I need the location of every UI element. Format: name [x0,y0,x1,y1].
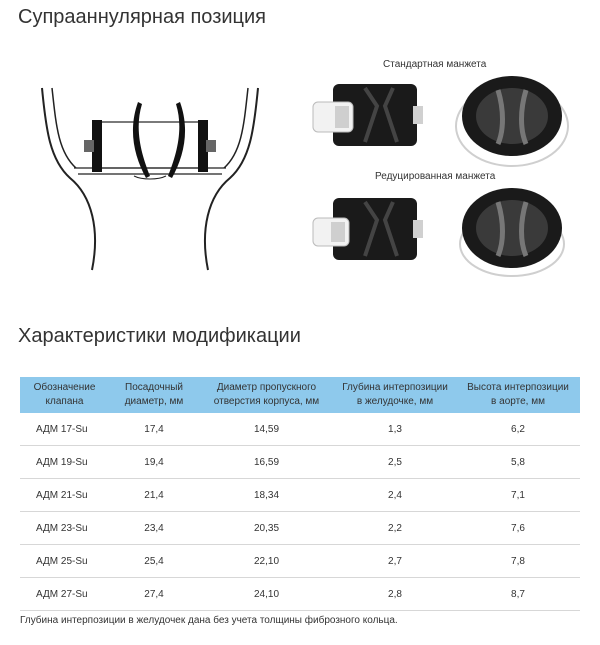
cell-orifice-diameter: 18,34 [199,479,334,512]
table-header-row [20,377,580,413]
reduced-cuff-top-view-image [452,182,572,280]
cell-seating-diameter: 23,4 [109,512,199,545]
specifications-table [20,377,580,611]
standard-cuff-top-view-image [452,70,572,170]
caption-reduced-cuff: Редуцированная манжета [375,171,496,182]
table-row [20,545,580,578]
cell-aorta-height: 7,6 [456,512,580,545]
cell-designation: АДМ 19-Su [20,446,109,479]
cell-ventricle-depth: 2,5 [334,446,456,479]
cell-aorta-height: 7,1 [456,479,580,512]
page-title: Супрааннулярная позиция [18,6,266,28]
header-seating-diameter: Посадочный диаметр, мм [109,377,199,413]
cell-aorta-height: 7,8 [456,545,580,578]
caption-standard-cuff: Стандартная манжета [383,59,487,70]
cell-seating-diameter: 19,4 [109,446,199,479]
cell-ventricle-depth: 2,7 [334,545,456,578]
cell-ventricle-depth: 2,2 [334,512,456,545]
cell-orifice-diameter: 24,10 [199,578,334,611]
cell-ventricle-depth: 2,8 [334,578,456,611]
reduced-cuff-side-view-image [305,190,435,270]
cell-ventricle-depth: 2,4 [334,479,456,512]
table-row [20,512,580,545]
cell-designation: АДМ 27-Su [20,578,109,611]
cell-seating-diameter: 25,4 [109,545,199,578]
cell-seating-diameter: 21,4 [109,479,199,512]
table-row [20,578,580,611]
table-row [20,479,580,512]
cell-designation: АДМ 21-Su [20,479,109,512]
valve-cross-section-illustration [30,60,270,275]
cell-orifice-diameter: 20,35 [199,512,334,545]
header-orifice-diameter: Диаметр пропускного отверстия корпуса, мм [199,377,334,413]
cell-designation: АДМ 25-Su [20,545,109,578]
cell-seating-diameter: 27,4 [109,578,199,611]
table-row [20,446,580,479]
header-valve-designation: Обозначение клапана [20,377,109,413]
cell-seating-diameter: 17,4 [109,413,199,446]
cell-aorta-height: 6,2 [456,413,580,446]
footnote: Глубина интерпозиции в желудочек дана без учета толщины фиброзного кольца. [20,615,398,626]
cell-orifice-diameter: 22,10 [199,545,334,578]
cell-orifice-diameter: 14,59 [199,413,334,446]
table-row [20,413,580,446]
cell-designation: АДМ 17-Su [20,413,109,446]
standard-cuff-side-view-image [305,76,435,156]
cell-orifice-diameter: 16,59 [199,446,334,479]
section-title: Характеристики модификации [18,325,301,347]
cell-aorta-height: 8,7 [456,578,580,611]
header-aorta-height: Высота интерпозиции в аорте, мм [456,377,580,413]
cell-ventricle-depth: 1,3 [334,413,456,446]
header-ventricle-depth: Глубина интерпозиции в желудочке, мм [334,377,456,413]
cell-aorta-height: 5,8 [456,446,580,479]
cell-designation: АДМ 23-Su [20,512,109,545]
